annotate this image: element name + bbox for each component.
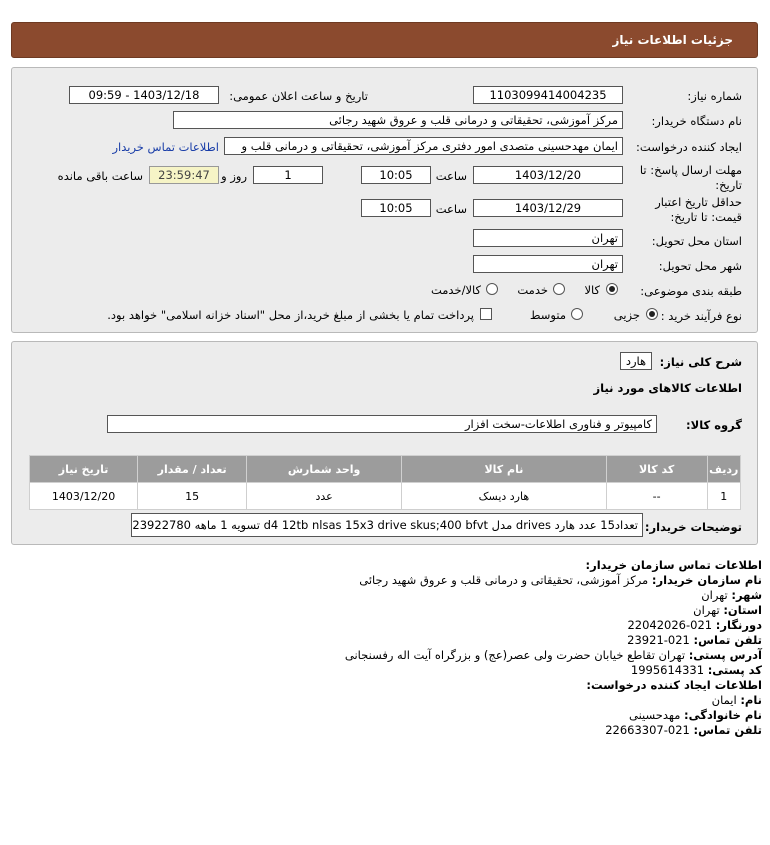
creator-field[interactable]: ایمان مهدحسینی متصدی امور دفتری مرکز آموزشی، تحقیقاتی و درمانی قلب و: [224, 137, 623, 155]
need-number-label: شماره نیاز:: [687, 89, 742, 103]
creator-family: نام خانوادگی: مهدحسینی: [628, 708, 762, 722]
remaining-time-field: 23:59:47: [149, 166, 219, 184]
goods-table: [29, 455, 741, 510]
contact-fax: دورنگار: 021-22042026: [627, 618, 762, 632]
col-name: نام کالا: [402, 456, 607, 483]
city-label: شهر محل تحویل:: [658, 259, 742, 273]
col-unit: واحد شمارش: [247, 456, 402, 483]
deadline-time-label: ساعت: [435, 169, 467, 183]
city-field[interactable]: تهران: [473, 255, 623, 273]
buyer-desc-field[interactable]: تعداد15 عدد هارد drives مدل d4 12tb nlsas 15x3 drive skus;400 bfvt تسویه 1 ماهه 23922780: [131, 513, 643, 537]
contact-postal: کد پستی: 1995614331: [630, 663, 762, 677]
need-number-field[interactable]: 1103099414004235: [473, 86, 623, 104]
category-radio-both[interactable]: [486, 283, 498, 295]
contact-address: آدرس پستی: تهران تقاطع خیابان حضرت ولی عصر(عج) و بزرگراه آیت اله رفسنجانی: [344, 648, 762, 662]
remaining-label: ساعت باقی مانده: [57, 169, 143, 183]
validity-time-field[interactable]: 10:05: [361, 199, 431, 217]
contact-org: نام سازمان خریدار: مرکز آموزشی، تحقیقاتی و درمانی قلب و عروق شهید رجائی: [359, 573, 762, 587]
cell-qty: 15: [138, 483, 247, 510]
process-option-minor: جزیی: [613, 308, 640, 322]
announce-field[interactable]: 1403/12/18 - 09:59: [69, 86, 219, 104]
page-header: [11, 22, 758, 58]
process-option-medium: متوسط: [529, 308, 566, 322]
col-qty: تعداد / مقدار: [138, 456, 247, 483]
cell-row: 1: [707, 483, 740, 510]
validity-date-field[interactable]: 1403/12/29: [473, 199, 623, 217]
treasury-checkbox[interactable]: [480, 308, 492, 320]
col-code: کد کالا: [606, 456, 707, 483]
goods-group-field[interactable]: کامپیوتر و فناوری اطلاعات-سخت افزار: [107, 415, 657, 433]
buyer-field[interactable]: مرکز آموزشی، تحقیقاتی و درمانی قلب و عروق شهید رجائی: [173, 111, 623, 129]
validity-label-2: قیمت: تا تاریخ:: [670, 210, 742, 224]
contact-phone: تلفن تماس: 021-23921: [627, 633, 762, 647]
col-row: ردیف: [707, 456, 740, 483]
deadline-time-field[interactable]: 10:05: [361, 166, 431, 184]
contact-title: اطلاعات تماس سازمان خریدار:: [585, 558, 762, 572]
deadline-label-2: تاریخ:: [715, 178, 742, 192]
process-label: نوع فرآیند خرید :: [660, 309, 742, 323]
contact-province: استان: تهران: [693, 603, 762, 617]
province-field[interactable]: تهران: [473, 229, 623, 247]
validity-time-label: ساعت: [435, 202, 467, 216]
deadline-label-1: مهلت ارسال پاسخ: تا: [639, 163, 742, 177]
page-title: جزئیات اطلاعات نیاز: [612, 33, 733, 47]
creator-phone: تلفن تماس: 021-22663307: [605, 723, 762, 737]
buyer-contact-link[interactable]: اطلاعات تماس خریدار: [112, 140, 219, 154]
cell-name: هارد دیسک: [402, 483, 607, 510]
table-row[interactable]: [30, 483, 741, 510]
treasury-text: پرداخت تمام یا بخشی از مبلغ خرید،از محل "اسناد خزانه اسلامی" خواهد بود.: [107, 308, 474, 322]
announce-label: تاریخ و ساعت اعلان عمومی:: [229, 89, 368, 103]
summary-field[interactable]: هارد: [620, 352, 652, 370]
category-option-both: کالا/خدمت: [430, 283, 481, 297]
cell-code: --: [606, 483, 707, 510]
deadline-days-field[interactable]: 1: [253, 166, 323, 184]
creator-name: نام: ایمان: [711, 693, 762, 707]
category-radio-service[interactable]: [553, 283, 565, 295]
cell-date: 1403/12/20: [30, 483, 138, 510]
summary-label: شرح کلی نیاز:: [659, 355, 742, 369]
province-label: استان محل تحویل:: [651, 234, 742, 248]
process-radio-minor[interactable]: [646, 308, 658, 320]
category-option-service: خدمت: [517, 283, 548, 297]
validity-label-1: حداقل تاریخ اعتبار: [655, 195, 742, 209]
contact-city: شهر: تهران: [701, 588, 762, 602]
category-option-goods: کالا: [584, 283, 600, 297]
deadline-date-field[interactable]: 1403/12/20: [473, 166, 623, 184]
creator-info-title: اطلاعات ایجاد کننده درخواست:: [586, 678, 762, 692]
col-date: تاریخ نیاز: [30, 456, 138, 483]
days-label: روز و: [221, 169, 247, 183]
buyer-label: نام دستگاه خریدار:: [651, 114, 742, 128]
goods-group-label: گروه کالا:: [686, 418, 742, 432]
category-radio-goods[interactable]: [606, 283, 618, 295]
process-radio-medium[interactable]: [571, 308, 583, 320]
creator-label: ایجاد کننده درخواست:: [636, 140, 742, 154]
cell-unit: عدد: [247, 483, 402, 510]
buyer-desc-label: توضیحات خریدار:: [644, 520, 742, 534]
category-label: طبقه بندی موضوعی:: [640, 284, 742, 298]
goods-title: اطلاعات کالاهای مورد نیاز: [593, 381, 742, 395]
